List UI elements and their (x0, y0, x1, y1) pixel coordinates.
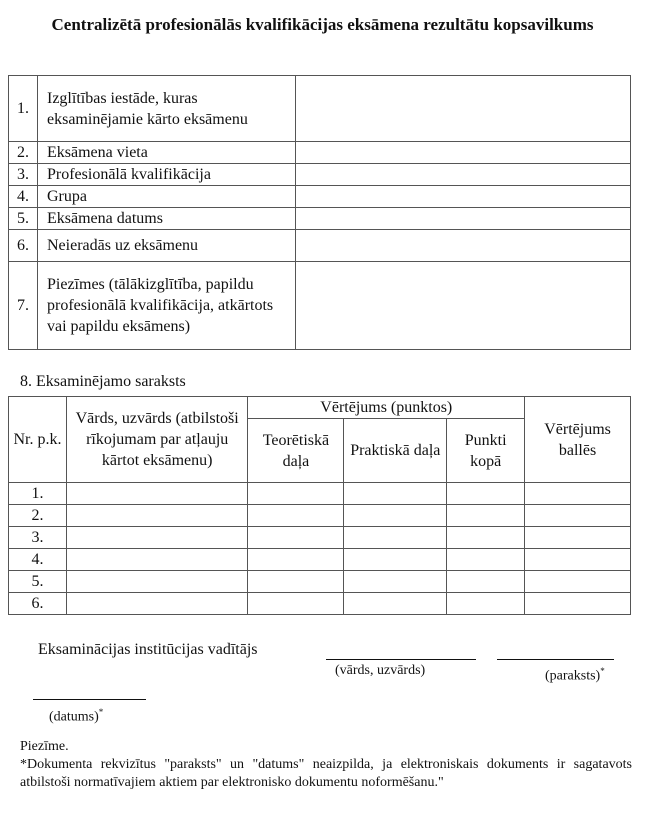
row-number: 4. (9, 549, 67, 571)
header-practical: Praktiskā daļa (344, 419, 447, 483)
cell-grade[interactable] (525, 483, 631, 505)
info-row (9, 164, 631, 186)
cell-grade[interactable] (525, 527, 631, 549)
document-title: Centralizētā profesionālās kvalifikācijas eksāmena rezultātu kopsavilkums (51, 15, 594, 34)
info-row-label: Eksāmena datums (38, 208, 296, 230)
sign-caption-text: (paraksts) (545, 668, 601, 684)
info-row-number: 7. (9, 262, 38, 350)
section-title: 8. Eksaminējamo saraksts (20, 373, 186, 390)
cell-name[interactable] (66, 527, 248, 549)
cell-grade[interactable] (525, 549, 631, 571)
info-row (9, 262, 631, 350)
info-row-label: Eksāmena vieta (38, 142, 296, 164)
cell-name[interactable] (66, 505, 248, 527)
info-row-number: 3. (9, 164, 38, 186)
cell-grade[interactable] (525, 505, 631, 527)
cell-theory[interactable] (248, 571, 344, 593)
table-row (9, 483, 631, 505)
cell-name[interactable] (66, 549, 248, 571)
info-row-label: Izglītības iestāde, kuras eksaminējamie kārto eksāmenu (38, 76, 296, 142)
info-row-number: 6. (9, 230, 38, 262)
cell-theory[interactable] (248, 527, 344, 549)
header-score-group: Vērtējums (punktos) (248, 397, 525, 419)
cell-grade[interactable] (525, 571, 631, 593)
cell-total[interactable] (447, 549, 525, 571)
footnote-mark: * (98, 707, 104, 717)
cell-theory[interactable] (248, 483, 344, 505)
cell-grade[interactable] (525, 593, 631, 615)
info-row (9, 208, 631, 230)
sign-caption (545, 663, 605, 685)
name-line[interactable] (326, 659, 476, 660)
name-caption-text: (vārds, uzvārds) (335, 663, 426, 678)
table-row (9, 571, 631, 593)
info-row-number: 4. (9, 186, 38, 208)
examinee-list-table (8, 396, 631, 615)
info-row (9, 230, 631, 262)
cell-theory[interactable] (248, 593, 344, 615)
info-row-number: 2. (9, 142, 38, 164)
date-line[interactable] (33, 699, 146, 700)
info-row-label: Piezīmes (tālākizglītība, papildu profesionālā kvalifikācija, atkārtots vai papildu eksāmens) (38, 262, 296, 350)
cell-total[interactable] (447, 593, 525, 615)
cell-total[interactable] (447, 571, 525, 593)
info-row-value[interactable] (296, 164, 631, 186)
row-number: 3. (9, 527, 67, 549)
table-row (9, 593, 631, 615)
cell-theory[interactable] (248, 549, 344, 571)
cell-practical[interactable] (344, 571, 447, 593)
note-heading: Piezīme. (20, 739, 69, 754)
sign-line[interactable] (497, 659, 614, 660)
cell-name[interactable] (66, 593, 248, 615)
cell-total[interactable] (447, 505, 525, 527)
table-row (9, 505, 631, 527)
cell-practical[interactable] (344, 505, 447, 527)
info-row-value[interactable] (296, 262, 631, 350)
name-caption (335, 663, 425, 679)
info-row-label: Grupa (38, 186, 296, 208)
footnote-mark: * (600, 666, 605, 676)
cell-name[interactable] (66, 483, 248, 505)
cell-practical[interactable] (344, 549, 447, 571)
header-name: Vārds, uzvārds (atbilstoši rīkojumam par atļauju kārtot eksāmenu) (66, 397, 248, 483)
date-caption-text: (datums) (49, 709, 99, 725)
cell-practical[interactable] (344, 593, 447, 615)
row-number: 6. (9, 593, 67, 615)
info-row (9, 142, 631, 164)
cell-practical[interactable] (344, 527, 447, 549)
info-row-label: Profesionālā kvalifikācija (38, 164, 296, 186)
cell-total[interactable] (447, 483, 525, 505)
header-row (9, 397, 631, 419)
header-grade: Vērtējums ballēs (525, 397, 631, 483)
header-theory: Teorētiskā daļa (248, 419, 344, 483)
info-row-value[interactable] (296, 208, 631, 230)
note-text: *Dokumenta rekvizītus "paraksts" un "datums" neaizpilda, ja elektroniskais dokuments ir sagatavots atbilstoši normatīvajiem aktiem par elektronisko dokumentu noformēšanu." (20, 757, 632, 790)
row-number: 5. (9, 571, 67, 593)
cell-total[interactable] (447, 527, 525, 549)
table-row (9, 549, 631, 571)
header-total: Punkti kopā (447, 419, 525, 483)
info-row-label: Neieradās uz eksāmenu (38, 230, 296, 262)
info-row-value[interactable] (296, 142, 631, 164)
info-row-value[interactable] (296, 76, 631, 142)
row-number: 1. (9, 483, 67, 505)
info-row-number: 5. (9, 208, 38, 230)
info-row-number: 1. (9, 76, 38, 142)
info-row (9, 186, 631, 208)
cell-theory[interactable] (248, 505, 344, 527)
exam-info-table (8, 75, 631, 350)
signature-label: Eksaminācijas institūcijas vadītājs (38, 641, 258, 658)
date-caption (49, 704, 103, 726)
info-row (9, 76, 631, 142)
table-row (9, 527, 631, 549)
header-nr: Nr. p.k. (9, 397, 67, 483)
info-row-value[interactable] (296, 186, 631, 208)
info-row-value[interactable] (296, 230, 631, 262)
cell-name[interactable] (66, 571, 248, 593)
row-number: 2. (9, 505, 67, 527)
cell-practical[interactable] (344, 483, 447, 505)
